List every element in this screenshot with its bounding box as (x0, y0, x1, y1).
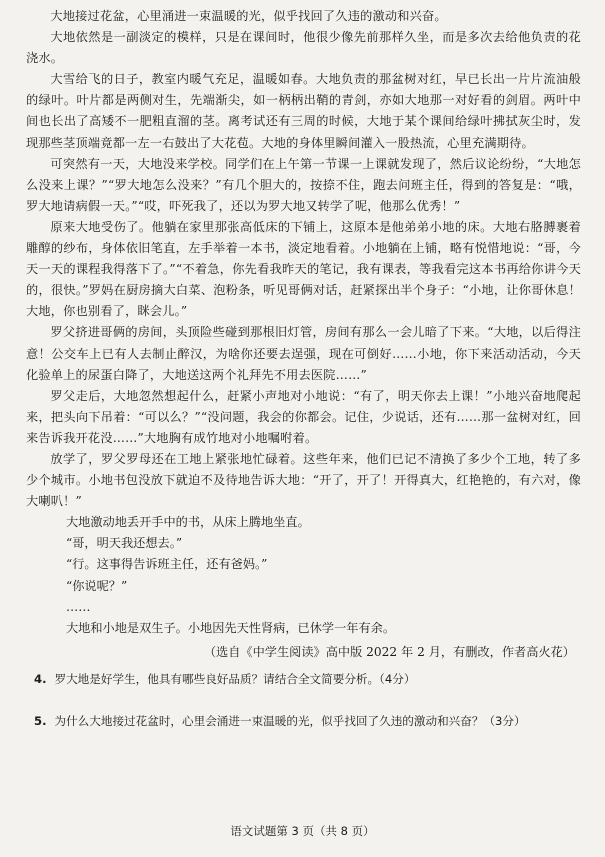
passage-paragraph: 大雪给飞的日子，教室内暖气充足，温暖如春。大地负责的那盆树对红，早已长出一片片流油般的绿叶。叶片都是两侧对生，先端渐尖，如一柄柄出鞘的青剑，亦如大地那一对好看的剑眉。两叶中间也长出了高矮不一肥粗直溜的茎。离考试还有三周的时候，大地于某个课间给绿叶拂拭灰尘时，发现那些茎顶端竟都一左一右鼓出了大花苞。大地的身体里瞬间灌入一股热流，心里充满期待。 (26, 72, 581, 150)
dialogue-line: 大地和小地是双生子。小地因先天性肾病，已休学一年有余。 (66, 620, 396, 635)
passage-paragraph: 罗父挤进哥俩的房间，头顶险些碰到那根旧灯管，房间有那么一会儿暗了下来。“大地，以后得注意！公交车上已有人去制止醉汉，为啥你还要去逞强，现在可倒好……小地，你下来活动活动，今天化验单上的尿蛋白降了，大地送这两个礼拜先不用去医院……” (26, 325, 581, 382)
dialogue-line: “你说呢？” (66, 578, 128, 593)
passage-paragraph: 大地依然是一副淡定的模样，只是在课间时，他很少像先前那样久坐，而是多次去给他负责的花浇水。 (26, 30, 581, 66)
dialogue-line: …… (66, 599, 91, 614)
question-number: 5. (34, 713, 47, 728)
question-4 (34, 669, 581, 689)
reading-passage (26, 6, 581, 639)
passage-paragraph: 放学了，罗父罗母还在工地上紧张地忙碌着。这些年来，他们已记不清换了多少个工地，转了多少个城市。小地书包没放下就迫不及待地告诉大地：“开了，开了！开得真大，红艳艳的，有六对，像大喇叭！” (26, 451, 581, 509)
dialogue-line: 大地激动地丢开手中的书，从床上腾地坐直。 (66, 515, 310, 530)
passage-paragraph: 罗父走后，大地忽然想起什么，赶紧小声地对小地说：“有了，明天你去上课！”小地兴奋地爬起来，把头向下吊着：“可以么？”“没问题，我会的你都会。记住，少说话，还有……那一盆树对红，回来告诉我开花没……”大地胸有成竹地对小地嘱咐着。 (26, 388, 581, 445)
page-footer: 语文试题第 3 页（共 8 页） (230, 824, 375, 838)
question-text: 为什么大地接过花盆时，心里会涌进一束温暖的光，似乎找回了久违的激动和兴奋？（3分） (54, 713, 526, 728)
dialogue-line: “哥，明天我还想去。” (66, 536, 183, 551)
source-citation: （选自《中学生阅读》高中版 2022 年 2 月，有删改，作者高火花） (203, 644, 575, 659)
question-text: 罗大地是好学生，他具有哪些良好品质？请结合全文简要分析。（4分） (54, 671, 416, 686)
dialogue-line: “行。这事得告诉班主任，还有爸妈。” (66, 557, 268, 572)
passage-paragraph: 原来大地受伤了。他躺在家里那张高低床的下铺上，这原本是他弟弟小地的床。大地右胳膊裹着雕醇的纱布，身体依旧笔直，左手举着一本书，淡定地看着。小地躺在上铺，略有悦惜地说：“哥，今天一天的课程我得落下了。”“不着急，你先看我昨天的笔记，我有课表，等我看完这本书再给你讲今天的，很快。”罗妈在厨房摘大白菜、泡粉条，听见哥俩对话，赶紧探出半个身子：“小地，让你哥休息！大地，你也别看了，眯会儿。” (26, 219, 581, 319)
passage-paragraph: 大地接过花盆，心里涌进一束温暖的光，似乎找回了久违的激动和兴奋。 (50, 9, 447, 23)
question-number: 4. (34, 671, 47, 686)
passage-paragraph: 可突然有一天，大地没来学校。同学们在上午第一节课一上课就发现了，然后议论纷纷，“大地怎么没来上课？”“罗大地怎么没来？”有几个胆大的，按捺不住，跑去问班主任，得到的答复是：“哦，罗大地请病假一天。”“哎，吓死我了，还以为罗大地又转学了呢，他那么优秀！” (26, 156, 581, 213)
question-5 (34, 711, 581, 731)
